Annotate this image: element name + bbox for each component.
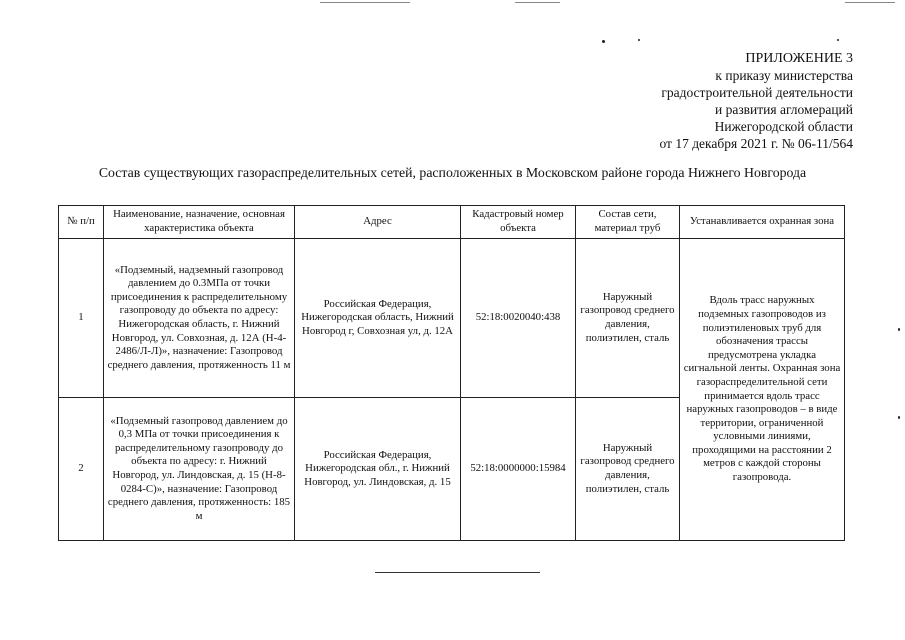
document-title: Состав существующих газораспределительных сетей, расположенных в Московском районе города Нижнего Новгорода: [98, 165, 807, 180]
row-cadastral: 52:18:0020040:438: [461, 239, 576, 398]
row-cadastral: 52:18:0000000:15984: [461, 398, 576, 541]
footer-divider: [375, 572, 540, 573]
row-zone: Вдоль трасс наружных подземных газопроводов из полиэтиленовых труб для обозначения трассы предусмотрена укладка сигнальной ленты. Охранная зона газораспределительной сети принимается вдоль трасс наружных газопроводов – в виде территории, ограниченной условными линиями, проходящими на расстоянии 2 метров с каждой стороны газопровода.: [680, 239, 845, 541]
appendix-title: ПРИЛОЖЕНИЕ 3: [745, 51, 853, 66]
row-address: Российская Федерация, Нижегородская обл., г. Нижний Новгород, ул. Линдовская, д. 15: [295, 398, 461, 541]
appendix-line: градостроительной деятельности: [661, 85, 853, 100]
row-address: Российская Федерация, Нижегородская область, Нижний Новгород г, Совхозная ул, д. 12А: [295, 239, 461, 398]
appendix-line: от 17 декабря 2021 г. № 06-11/564: [659, 136, 853, 151]
scan-speck: [898, 416, 900, 419]
table-header-row: [59, 206, 845, 239]
header-cadastral: Кадастровый номер объекта: [461, 206, 576, 239]
header-num: № п/п: [59, 206, 104, 239]
row-composition: Наружный газопровод среднего давления, полиэтилен, сталь: [576, 398, 680, 541]
appendix-line: Нижегородской области: [714, 119, 853, 134]
scan-speck: [898, 328, 900, 331]
appendix-line: к приказу министерства: [715, 68, 853, 83]
row-composition: Наружный газопровод среднего давления, полиэтилен, сталь: [576, 239, 680, 398]
scan-artifact-line: [320, 2, 410, 3]
gas-network-table: [58, 205, 845, 541]
header-address: Адрес: [295, 206, 461, 239]
scan-artifact-line: [845, 2, 895, 3]
row-name: «Подземный, надземный газопровод давлением до 0.3МПа от точки присоединения к распределительному газопроводу до объекта по адресу: Нижегородская область, г. Нижний Новгород, ул. Совхозная, д. 12А (Н-4-2486/Л-Л)», назначение: Газопровод среднего давления, протяженность 11 м: [104, 239, 295, 398]
appendix-block: [523, 50, 853, 152]
scan-speck: [837, 39, 839, 41]
row-num: 1: [59, 239, 104, 398]
header-zone: Устанавливается охранная зона: [680, 206, 845, 239]
table-row: [59, 239, 845, 398]
scan-speck: [638, 39, 640, 41]
appendix-line: и развития агломераций: [714, 102, 853, 117]
row-name: «Подземный газопровод давлением до 0,3 МПа от точки присоединения к распределительному газопроводу до объекта по адресу: г. Нижний Новгород, ул. Линдовская, д. 15 (Н-8-0284-С)», назначение: Газопровод среднего давления, протяженность: 185 м: [104, 398, 295, 541]
header-name: Наименование, назначение, основная характеристика объекта: [104, 206, 295, 239]
scan-speck: [602, 40, 605, 43]
scan-artifact-line: [515, 2, 560, 3]
row-num: 2: [59, 398, 104, 541]
header-composition: Состав сети, материал труб: [576, 206, 680, 239]
